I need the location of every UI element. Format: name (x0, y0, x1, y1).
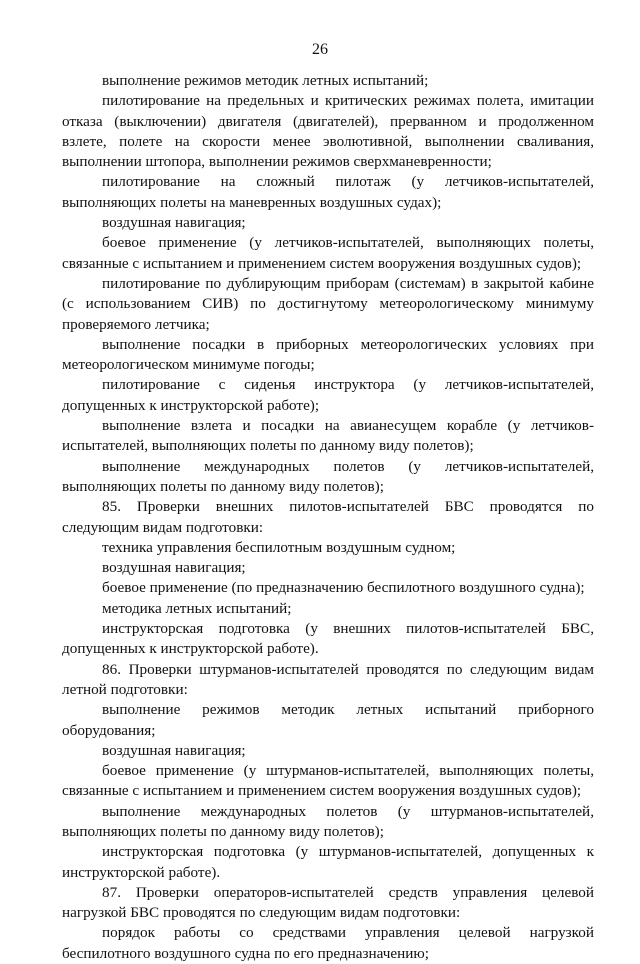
list-item: воздушная навигация; (102, 214, 246, 232)
clause-85: 85. Проверки внешних пилотов-испытателей БВС проводятся по следующим видам подготовки: (62, 498, 594, 536)
clause-87: 87. Проверки операторов-испытателей средств управления целевой нагрузкой БВС проводятся по следующим видам подготовки: (62, 883, 594, 922)
list-item: боевое применение (у штурманов-испытателей, выполняющих полеты, связанные с испытанием и применением систем вооружения воздушных судов); (62, 762, 594, 800)
list-item: пилотирование на предельных и критических режимах полета, имитации отказа (выключении) двигателя (двигателей), прерванном и продолженном взлете, полете на скорости менее эволютивной, выполнении сваливания, выполнении штопора, выполнении режимов сверхманевренности; (62, 92, 594, 171)
list-item: боевое применение (по предназначению беспилотного воздушного судна); (102, 579, 585, 597)
list-item: выполнение международных полетов (у штурманов-испытателей, выполняющих полеты по данному виду полетов); (62, 802, 594, 840)
page-number: 26 (312, 41, 328, 58)
list-item: порядок работы со средствами управления целевой нагрузкой беспилотного воздушного судна по его предназначению; (62, 924, 594, 962)
list-item: пилотирование по дублирующим приборам (системам) в закрытой кабине (с использованием СИВ) по достигнутому метеорологическому минимуму проверяемого летчика; (62, 274, 594, 333)
list-item: методика летных испытаний; (102, 599, 292, 617)
list-item: выполнение режимов методик летных испытаний; (102, 72, 429, 89)
document-body (62, 71, 594, 964)
list-item: выполнение режимов методик летных испытаний приборного оборудования; (62, 701, 594, 739)
list-item: воздушная навигация; (102, 741, 246, 759)
list-item: пилотирование с сиденья инструктора (у летчиков-испытателей, допущенных к инструкторской работе); (62, 376, 594, 414)
list-item: воздушная навигация; (102, 559, 246, 577)
list-item: боевое применение (у летчиков-испытателей, выполняющих полеты, связанные с испытанием и применением систем вооружения воздушных судов); (62, 234, 594, 272)
list-item: инструкторская подготовка (у внешних пилотов-испытателей БВС, допущенных к инструкторской работе). (62, 620, 594, 658)
clause-86: 86. Проверки штурманов-испытателей проводятся по следующим видам летной подготовки: (62, 660, 594, 698)
list-item: пилотирование на сложный пилотаж (у летчиков-испытателей, выполняющих полеты на маневренных воздушных судах); (62, 173, 594, 211)
list-item: выполнение международных полетов (у летчиков-испытателей, выполняющих полеты по данному виду полетов); (62, 457, 594, 495)
list-item: инструкторская подготовка (у штурманов-испытателей, допущенных к инструкторской работе). (62, 843, 594, 881)
list-item: выполнение взлета и посадки на авианесущем корабле (у летчиков-испытателей, выполняющих полеты по данному виду полетов); (62, 417, 594, 455)
list-item: выполнение посадки в приборных метеорологических условиях при метеорологическом минимуме погоды; (62, 335, 594, 374)
list-item: техника управления беспилотным воздушным судном; (102, 538, 456, 556)
